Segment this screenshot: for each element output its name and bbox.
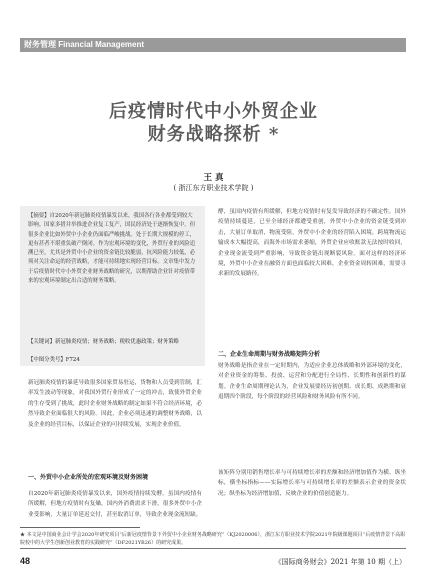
body-paragraph: 自2020年新冠肺炎疫情暴发以来，国外疫情持续发酵，虽国内疫情有所缓解，但地方疫情时有复燥，国内外消费需求下滑，很多外贸中小企业受影响，大量订单延迟交付，甚至取消订单，导致企业现金流短缺。	[28, 491, 202, 518]
article-title-line2: 财务战略探析 *	[147, 124, 280, 145]
classification-number: 【中图分类号】F724	[28, 357, 80, 363]
abstract-text: 【摘要】自2020年新冠肺炎疫情暴发以来，我国各行各业都受到较大影响。国家多措并举推进企业复工复产，国民经济处于逐渐恢复中。但很多企业比如外贸中小企业仍面临严峻挑战。处于长期大规模的停工，更有甚者不堪重负破产倒闭。作为宏观环境的变化，外贸行业的风险追溯已至，尤其是外贸中小企业的资金链比较脆弱，抗风险能力较低，必须对关注命运的经营战略，才能可持续地实现经营目标。文章集中发力于后疫情时代中小外贸企业财务战略的研究，以期帮助企业针对疫情带来的宏观环境制定出合适的财务策略。	[28, 213, 196, 285]
section-header-bar	[20, 38, 406, 52]
journal-citation: 《国际商务财会》2021 年第 10 期（上）	[274, 558, 406, 566]
section-heading-1: 一、外贸中小企业所处的宏观环境及财务困境	[28, 474, 149, 481]
section-heading-2: 二、企业生命周期与财务战略矩阵分析	[218, 351, 321, 358]
footnote-divider	[20, 527, 140, 528]
body-paragraph: 财务战略是指企业在一定时期内，为适应企业总体战略和外部环境的变化，对企业资金的筹集、投放、运营和分配进行全局性、长期性和创新性的谋划。企业生命周期理论认为，企业发展要经历初创期、成长期、成熟期和衰退期四个阶段，每个阶段的经营风险和财务风险有所不同。	[218, 363, 406, 401]
article-title-line1: 后疫情时代中小外贸企业	[109, 101, 318, 122]
section-header-label: 财务管理 Financial Management	[24, 40, 145, 49]
body-paragraph: 酵，虽国内疫情有所缓解，但地方疫情时有复发导致经济的不确定性。国外疫情持续蔓延，已至全球经济都遭受重创，外贸中小企业的资金链受到冲击，大量订单取消，物流受阻，外贸中小企业的经营陷入困境。跨境物流运输成本大幅提高，而海外市场需求萎缩，外贸企业应收账款无法按时收回，企业现金流受到严重影响，导致资金链出现断裂风险。面对这样的经济环境，外贸中小企业在融资方面也面临较大困难，企业资金周转困难，需要寻求新的发展路径。	[218, 209, 406, 278]
author-affiliation: ( 浙江东方职业技术学院 )	[173, 184, 254, 192]
body-paragraph: 新冠肺炎疫情的暴延导致很多国家贸易驻运，货物和人员受到管制，汇率发生波动等现象，对我国外贸行业形成了一定的冲击，致使外贸企业的生存受到了挑战，此时企业财务战略的制定如果不符合经济环境，必然导致企业面临很大的风险。因此，企业必须迅速的调整财务战略，以及企业的经营目标，以保证企业的可持续发展，实现企业价值。	[28, 380, 202, 428]
footnote: ★ 本文是中国商业会计学会2020年研究项目“后新冠疫情背景下外贸中小企业财务战略研究”（KJ2020006），浙江东方职业技术学院2021年院级课题项目“后疫情背景下高职院校中的大学生创新创业教育的实践研究”（DF2021YB26）的研究成果。	[20, 532, 406, 546]
footer-divider	[20, 548, 406, 549]
author-name: 王 真	[203, 173, 224, 183]
keywords: 【关键词】新冠肺炎疫情；财务战略；税收优惠政策；财务策略	[28, 339, 179, 345]
body-paragraph: 该矩阵分别用销售增长率与可持续增长率的差额和经济增加值作为横、纵坐标，横坐标指标——实际增长率与可持续增长率的差额表示企业的资金状况；纵坐标为经济增加值，反映企业的价值创造能力。	[218, 470, 406, 497]
page-number: 48	[20, 556, 31, 566]
